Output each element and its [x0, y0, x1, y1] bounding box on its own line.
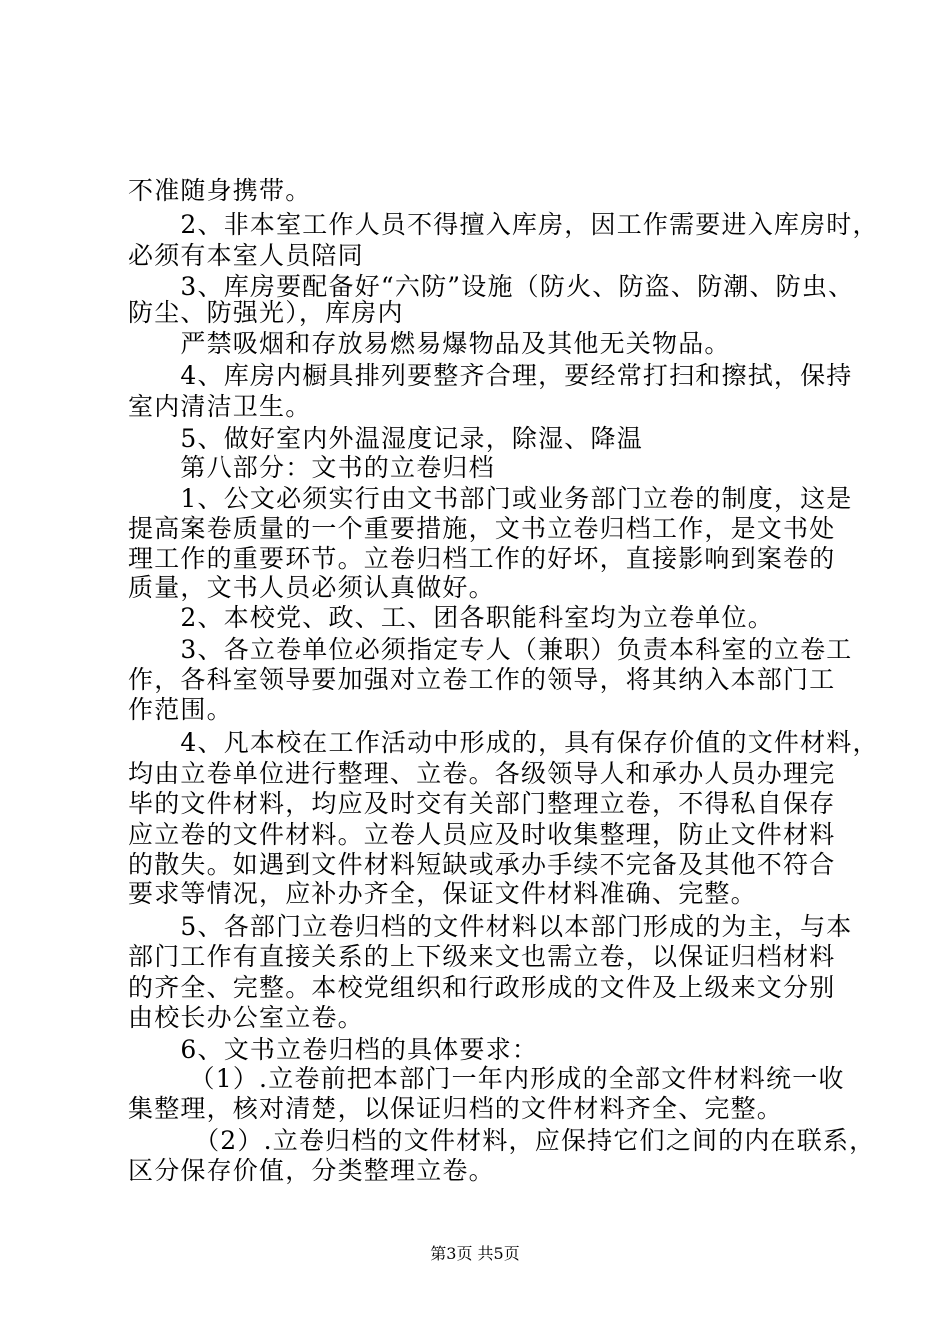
text-line: 2、本校党、政、工、团各职能科室均为立卷单位。	[128, 603, 774, 632]
text-line: （2）.立卷归档的文件材料，应保持它们之间的内在联系，	[128, 1126, 876, 1155]
text-line: 不准随身携带。	[128, 176, 312, 205]
text-line: 质量，文书人员必须认真做好。	[128, 573, 495, 602]
text-line: 5、做好室内外温湿度记录，除湿、降温	[128, 424, 643, 453]
text-line: 的齐全、完整。本校党组织和行政形成的文件及上级来文分别	[128, 973, 836, 1002]
text-line: 由校长办公室立卷。	[128, 1003, 364, 1032]
text-line: 均由立卷单位进行整理、立卷。各级领导人和承办人员办理完	[128, 759, 836, 788]
text-line: 1、公文必须实行由文书部门或业务部门立卷的制度，这是	[128, 484, 853, 513]
text-line: 区分保存价值，分类整理立卷。	[128, 1156, 495, 1185]
text-line: （1）.立卷前把本部门一年内形成的全部文件材料统一收	[128, 1064, 845, 1093]
text-line: 必须有本室人员陪同	[128, 241, 364, 270]
text-line: 4、库房内橱具排列要整齐合理，要经常打扫和擦拭，保持	[128, 361, 853, 390]
text-line: 毕的文件材料，均应及时交有关部门整理立卷，不得私自保存	[128, 789, 836, 818]
section-heading: 第八部分：文书的立卷归档	[128, 453, 495, 482]
text-line: 3、各立卷单位必须指定专人（兼职）负责本科室的立卷工	[128, 635, 853, 664]
text-line: 3、库房要配备好“六防”设施（防火、防盗、防潮、防虫、	[128, 272, 855, 301]
text-line: 部门工作有直接关系的上下级来文也需立卷，以保证归档材料	[128, 942, 836, 971]
text-line: 4、凡本校在工作活动中形成的，具有保存价值的文件材料，	[128, 728, 879, 757]
text-line: 2、非本室工作人员不得擅入库房，因工作需要进入库房时，	[128, 210, 879, 239]
text-line: 防尘、防强光），库房内	[128, 298, 404, 327]
text-line: 应立卷的文件材料。立卷人员应及时收集整理，防止文件材料	[128, 820, 836, 849]
text-line: 的散失。如遇到文件材料短缺或承办手续不完备及其他不符合	[128, 850, 836, 879]
text-line: 严禁吸烟和存放易燃易爆物品及其他无关物品。	[128, 329, 731, 358]
text-line: 5、各部门立卷归档的文件材料以本部门形成的为主，与本	[128, 912, 853, 941]
text-line: 理工作的重要环节。立卷归档工作的好坏，直接影响到案卷的	[128, 544, 836, 573]
text-line: 集整理，核对清楚，以保证归档的文件材料齐全、完整。	[128, 1094, 784, 1123]
text-line: 室内清洁卫生。	[128, 392, 312, 421]
text-line: 要求等情况，应补办齐全，保证文件材料准确、完整。	[128, 879, 757, 908]
text-line: 提高案卷质量的一个重要措施，文书立卷归档工作，是文书处	[128, 514, 836, 543]
text-line: 6、文书立卷归档的具体要求：	[128, 1035, 539, 1064]
text-line: 作，各科室领导要加强对立卷工作的领导，将其纳入本部门工	[128, 665, 836, 694]
page-number: 第3页 共5页	[430, 1244, 520, 1263]
text-line: 作范围。	[128, 695, 233, 724]
